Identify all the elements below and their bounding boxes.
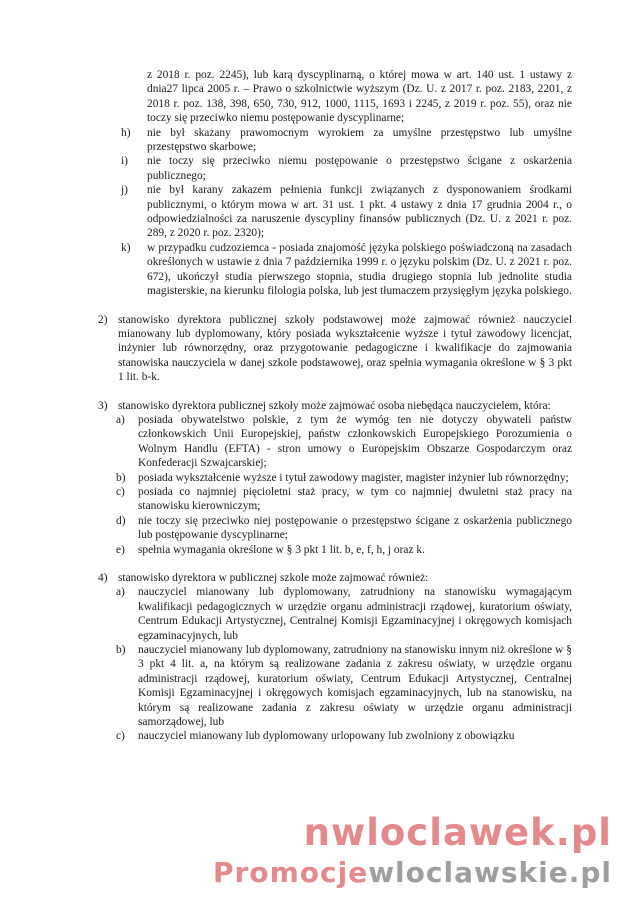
section-3-item-c (116, 485, 572, 514)
list-item-i (121, 154, 572, 183)
section-3-item-a (116, 413, 572, 471)
item-label: h) (121, 126, 131, 139)
item-text: nie był karany zakazem pełnienia funkcji związanych z dysponowaniem środkami publicznymi, o którym mowa w art. 31 ust. 1 pkt. 4 ustawy z dnia 17 grudnia 2004 r., o odpowiedzialności za naruszenie dyscypliny finansów publicznych (Dz. U. z 2021 r. poz. 289, z 2020 r. poz. 2320); (147, 184, 572, 240)
item-label: e) (116, 543, 125, 556)
section-4 (98, 571, 572, 585)
item-text: nie toczy się przeciwko niemu postępowanie o przestępstwo ścigane z oskarżenia publicznego; (147, 155, 572, 182)
item-label: c) (116, 730, 125, 743)
item-label: b) (116, 471, 126, 484)
section-label: 3) (98, 399, 108, 412)
item-label: b) (116, 644, 126, 657)
section-3-item-d (116, 514, 572, 543)
item-label: i) (121, 155, 128, 168)
watermark-site: nwloclawek.pl (303, 811, 612, 854)
item-label: d) (116, 514, 126, 527)
item-text: posiada obywatelstwo polskie, z tym że wymóg ten nie dotyczy obywateli państw członkowskich Unii Europejskiej, państw członkowskich Europejskiego Porozumienia o Wolnym Handlu (EFTA) - stron umowy o Europejskim Obszarze Gospodarczym oraz Konfederacji Szwajcarskiej; (138, 413, 572, 470)
item-text: nie toczy się przeciwko niej postępowanie o przestępstwo ścigane z oskarżenia publicznego lub postępowanie dyscyplinarne; (138, 514, 572, 542)
section-text: stanowisko dyrektora publicznej szkoły może zajmować osoba niebędąca nauczycielem, która: (118, 399, 551, 412)
section-3-item-b (116, 471, 572, 485)
item-label: j) (121, 184, 128, 197)
item-label: a) (116, 586, 125, 599)
item-text: spełnia wymagania określone w § 3 pkt 1 lit. b, e, f, h, j oraz k. (138, 543, 425, 556)
section-label: 2) (98, 313, 108, 326)
section-text: stanowisko dyrektora publicznej szkoły podstawowej może zajmować również nauczyciel mianowany lub dyplomowany, który posiada wykształcenie wyższe i tytuł zawodowy licencjat, inżynier lub równorzędny, oraz przygotowanie pedagogiczne i kwalifikacje do zajmowania stanowiska nauczyciela w danej szkole podstawowej, oraz spełnia wymagania określone w § 3 pkt 1 lit. b-k. (118, 313, 572, 384)
item-label: k) (121, 241, 131, 254)
section-4-item-a (116, 585, 572, 643)
list-item-j (121, 183, 572, 241)
item-text: posiada co najmniej pięcioletni staż pracy, w tym co najmniej dwuletni staż pracy na stanowisku kierowniczym; (138, 485, 572, 513)
section-2 (98, 313, 572, 385)
item-label: c) (116, 485, 125, 498)
document-body (0, 68, 636, 744)
continuation-paragraph: z 2018 r. poz. 2245), lub karą dyscyplinarną, o której mowa w art. 140 ust. 1 ustawy z dnia27 lipca 2005 r. – Prawo o szkolnictwie wyższym (Dz. U. z 2017 r. poz. 2183, 2201, z 2018 r. poz. 138, 398, 650, 730, 912, 1000, 1115, 1693 i 2245, z 2019 r. poz. 55), oraz nie toczy się przeciwko niemu postępowanie dyscyplinarne; (147, 69, 572, 125)
watermark-promo-part1: Promocje (213, 856, 369, 889)
section-4-item-b (116, 643, 572, 729)
item-text: nie był skazany prawomocnym wyrokiem za umyślne przestępstwo lub umyślne przestępstwo skarbowe; (147, 126, 572, 154)
item-text: nauczyciel mianowany lub dyplomowany, zatrudniony na stanowisku innym niż określone w § 3 pkt 4 lit. a, na którym są realizowane zadania z zakresu oświaty, w urzędzie organu administracji rządowej, kuratorium oświaty, Centrum Edukacji Artystycznej, Centralnej Komisji Egzaminacyjnej i okręgowych komisjach egzaminacyjnych, lub na stanowisku, na którym są realizowane zadania z zakresu oświaty w urzędzie organu administracji samorządowej, lub (138, 644, 572, 729)
item-text: posiada wykształcenie wyższe i tytuł zawodowy magister, magister inżynier lub równorzędny; (138, 471, 569, 484)
item-text: w przypadku cudzoziemca - posiada znajomość języka polskiego poświadczoną na zasadach określonych w ustawie z dnia 7 października 1999 r. o języku polskim (Dz. U. z 2021 r. poz. 672), ukończył studia pierwszego stopnia, studia drugiego stopnia lub jednolite studia magisterskie, na kierunku filologia polska, lub jest tłumaczem przysięgłym języka polskiego. (147, 241, 572, 298)
section-4-item-c (116, 729, 572, 743)
item-text: nauczyciel mianowany lub dyplomowany, zatrudniony na stanowisku wymagającym kwalifikacji pedagogicznych w urzędzie organu administracji rządowej, kuratorium oświaty, Centrum Edukacji Artystycznej, Centralnej Komisji Egzaminacyjnej i okręgowych komisjach egzaminacyjnych, lub (138, 586, 572, 642)
list-item-h (121, 126, 572, 155)
watermark-promo (213, 856, 612, 889)
item-text: nauczyciel mianowany lub dyplomowany urlopowany lub zwolniony z obowiązku (138, 730, 515, 743)
section-3 (98, 399, 572, 413)
section-text: stanowisko dyrektora w publicznej szkole może zajmować również: (118, 572, 429, 584)
section-label: 4) (98, 572, 108, 584)
watermark-promo-part2: wloclawskie.pl (368, 856, 612, 889)
section-3-item-e (116, 543, 572, 557)
item-label: a) (116, 413, 125, 426)
list-item-k (121, 241, 572, 299)
